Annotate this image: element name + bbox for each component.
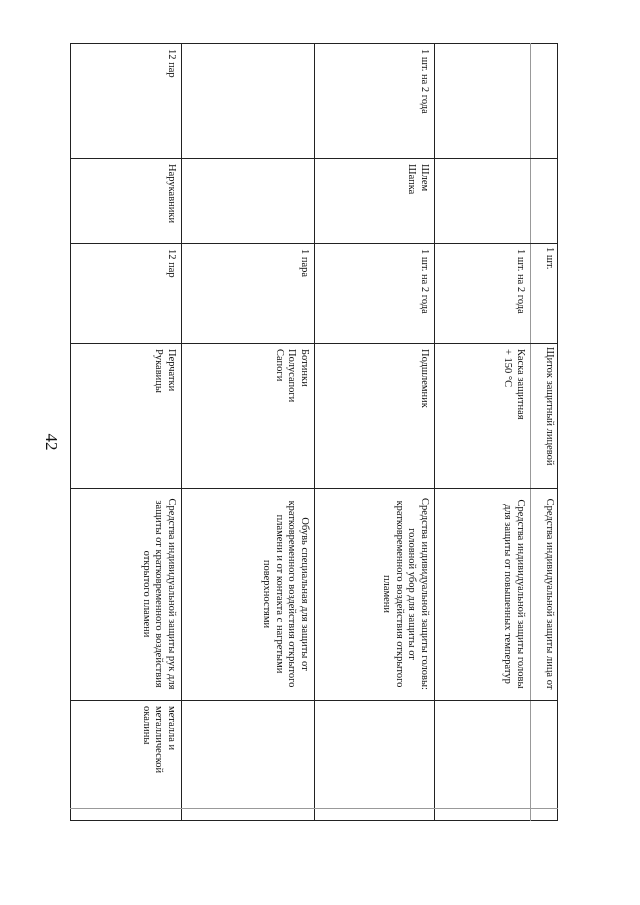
row3-items: Подшлемник [419, 349, 430, 408]
row4-norm: 1 шт. на 2 года [515, 249, 526, 314]
row3-extra-item: Шлем Шапка [406, 164, 430, 195]
row5-name: Средства индивидуальной защиты лица от [544, 498, 555, 690]
row2-name: Обувь специальная для защиты от кратковременного воздействия открытого пламени и от контакта с нагретыми поверхностями [261, 500, 310, 688]
row2-items: Ботинки Полусапоги Сапоги [274, 349, 310, 403]
row3-norm: 1 шт. на 2 года [419, 249, 430, 314]
row1-items: Перчатки Рукавицы [153, 349, 177, 393]
hazard-text: металла и металлической окалины [141, 706, 177, 774]
row4-items: Каска защитная + 150 °С [502, 349, 526, 420]
row3-name: Средства индивидуальной защиты головы: головной убор для защиты от кратковременного воздействия открытого пламени [381, 498, 430, 690]
page-number: 42 [42, 433, 61, 451]
row1-extra-item: Нарукавники [166, 164, 177, 224]
row5-norm: 1 шт. [544, 247, 555, 270]
row1-name: Средства индивидуальной защиты рук для защиты от кратковременного воздействия открытого пламени [141, 498, 177, 690]
row2-norm: 1 пара [299, 249, 310, 278]
row1-extra-norm: 12 пар [166, 49, 177, 78]
ppe-table [70, 43, 558, 821]
row4-name: Средства индивидуальной защиты головы для защиты от повышенных температур [502, 499, 526, 689]
row5-items: Щиток защитный лицевой [544, 347, 555, 466]
row3-extra-norm: 1 шт. на 2 года [419, 49, 430, 114]
row1-norm: 12 пар [166, 249, 177, 278]
